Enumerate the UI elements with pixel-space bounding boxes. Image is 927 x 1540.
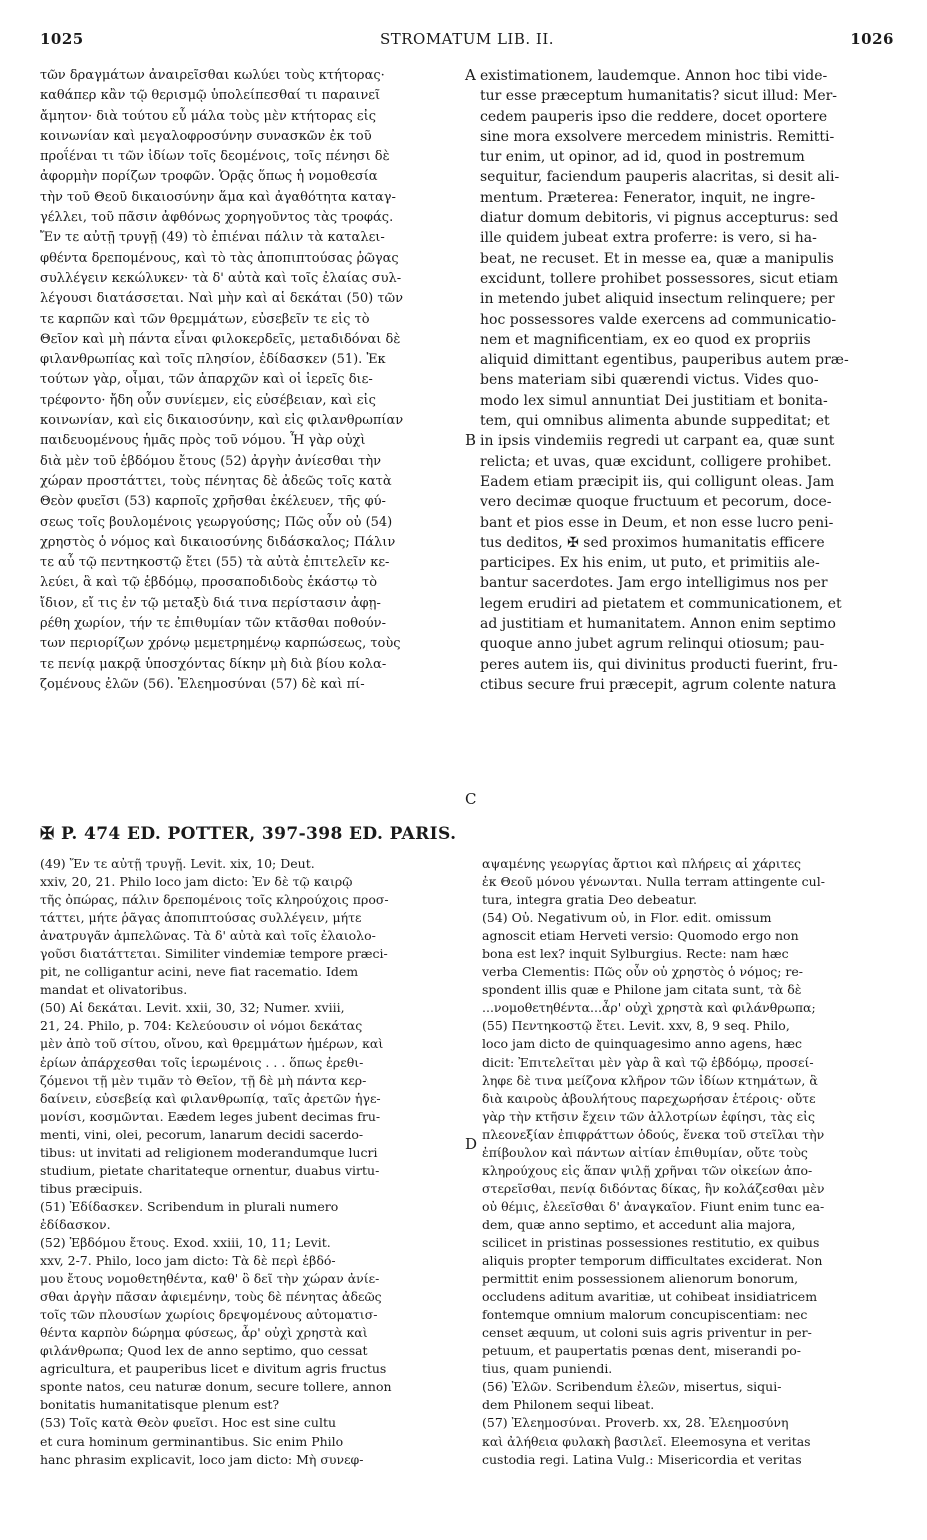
footnote-line: bonitatis humanitatisque plenum est? bbox=[40, 1397, 280, 1413]
page-number-right: 1026 bbox=[850, 30, 894, 48]
footnotes-right-column bbox=[482, 855, 896, 1469]
footnote-line: τῆς ὀπώρας, πάλιν δρεπομένοις τοῖς κληρούχοις προσ- bbox=[40, 892, 389, 908]
footnote-line: ἐδίδασκον. bbox=[40, 1216, 111, 1232]
margin-letter-c: C bbox=[465, 790, 477, 808]
text-line: mentum. Præterea: Fenerator, inquit, ne ingre- bbox=[480, 189, 816, 206]
footnote-line: μὲν ἀπὸ τοῦ σίτου, οἴνου, καὶ θρεμμάτων ἡμέρων, καὶ bbox=[40, 1036, 384, 1052]
footnote-line: καὶ ἀλήθεια φυλακὴ βασιλεῖ. Eleemosyna et veritas bbox=[482, 1433, 811, 1449]
text-line: Eadem etiam præcipit iis, qui colligunt oleas. Jam bbox=[480, 473, 835, 490]
footnote-line: ληφε δὲ τινα μείζονα κλῆρον τῶν ἰδίων κτημάτων, ἃ bbox=[482, 1072, 818, 1088]
text-line: tur esse præceptum humanitatis? sicut illud: Mer- bbox=[480, 88, 838, 105]
footnote-line: xxiv, 20, 21. Philo loco jam dicto: Ἐν δὲ τῷ καιρῷ bbox=[40, 874, 353, 890]
footnote-line: στερεῖσθαι, πενίᾳ διδόντας δίκας, ἣν κολάζεσθαι μὲν bbox=[482, 1180, 825, 1196]
margin-letter-a: A bbox=[465, 66, 476, 84]
footnote-line: ἐκ Θεοῦ μόνου γένωνται. Nulla terram attingente cul- bbox=[482, 874, 825, 890]
text-line: modo lex simul annuntiat Dei justitiam et bonita- bbox=[480, 392, 828, 409]
footnote-line: (54) Οὐ. Negativum οὐ, in Flor. edit. omissum bbox=[482, 910, 772, 926]
footnote-line: loco jam dicto de quinquagesimo anno agens, hæc bbox=[482, 1036, 802, 1052]
text-line: tem, qui omnibus alimenta abunde suppeditat; et bbox=[480, 413, 830, 430]
text-line: τρέφοντο· ἤδη οὖν συνίεμεν, εἰς εὐσέβειαν, καὶ εἰς bbox=[40, 392, 376, 408]
footnote-line: agricultura, et pauperibus licet e divitum agris fructus bbox=[40, 1361, 387, 1377]
footnote-line: τοῖς τῶν πλουσίων χωρίοις δρεψομένους αὐτοματισ- bbox=[40, 1307, 378, 1323]
footnote-line: petuum, et paupertatis pœnas dent, miserandi po- bbox=[482, 1343, 802, 1359]
text-line: προΐέναι τι τῶν ἰδίων τοῖς δεομένοις, τοῖς πένησι δὲ bbox=[40, 149, 390, 165]
footnotes-left-column bbox=[40, 855, 466, 1469]
text-line: ἴδιον, εἴ τις ἐν τῷ μεταξὺ διά τινα περίστασιν ἀφῃ- bbox=[40, 595, 381, 611]
text-line: sequitur, faciendum pauperis alacritas, si desit ali- bbox=[480, 169, 840, 186]
text-line: λέγουσι διατάσσεται. Ναὶ μὴν καὶ αἱ δεκάται (50) τῶν bbox=[40, 291, 404, 307]
text-line: ad justitiam et humanitatem. Annon enim septimo bbox=[480, 616, 836, 633]
footnote-line: (52) Ἑβδόμου ἔτους. Exod. xxiii, 10, 11; Levit. bbox=[40, 1234, 331, 1250]
text-line: τὴν τοῦ Θεοῦ δικαιοσύνην ἅμα καὶ ἀγαθότητα καταγ- bbox=[40, 189, 396, 205]
footnote-line: menti, vini, olei, pecorum, lanarum decidi sacerdo- bbox=[40, 1126, 364, 1142]
text-line: peres autem iis, qui divinitus producti fuerint, fru- bbox=[480, 656, 838, 673]
footnote-line: οὐ θέμις, ἐλεεῖσθαι δ' ἀναγκαῖον. Fiunt enim tunc ea- bbox=[482, 1198, 825, 1214]
text-line: ζομένους ἐλῶν (56). Ἐλεημοσύναι (57) δὲ καὶ πί- bbox=[40, 676, 365, 692]
footnote-line: dem Philonem sequi libeat. bbox=[482, 1397, 655, 1413]
footnote-line: hanc phrasim explicavit, loco jam dicto: Μὴ συνεφ- bbox=[40, 1451, 364, 1467]
edition-reference: ✠ P. 474 ED. POTTER, 397-398 ED. PARIS. bbox=[40, 824, 457, 844]
text-line: κοινωνίαν, καὶ εἰς δικαιοσύνην, καὶ εἰς φιλανθρωπίαν bbox=[40, 413, 404, 429]
footnote-line: μονίσι, κοσμῶνται. Eædem leges jubent decimas fru- bbox=[40, 1108, 381, 1124]
text-line: bens materiam sibi quærendi victus. Vides quo- bbox=[480, 372, 819, 389]
text-line: in metendo jubet aliquid insectum relinquere; per bbox=[480, 291, 835, 308]
text-line: χώραν προστάττει, τοὺς πένητας δὲ ἀδεῶς τοῖς κατὰ bbox=[40, 473, 392, 489]
text-line: φιλανθρωπίας καὶ τοῖς πλησίον, ἐδίδασκεν (51). Ἐκ bbox=[40, 352, 386, 368]
footnote-line: 21, 24. Philo, p. 704: Κελεύουσιν οἱ νόμοι δεκάτας bbox=[40, 1018, 363, 1034]
margin-letter-b: B bbox=[465, 431, 477, 449]
footnote-line: ἀνατρυγᾶν ἀμπελῶνας. Τὰ δ' αὐτὰ καὶ τοῖς ἐλαιολο- bbox=[40, 928, 376, 944]
text-line: Θεὸν φυεῖσι (53) καρποῖς χρῆσθαι ἐκέλευεν, τῆς φύ- bbox=[40, 494, 386, 510]
footnote-line: τάττει, μήτε ῥᾶγας ἀποπιπτούσας συλλέγειν, μήτε bbox=[40, 910, 362, 926]
footnote-line: ἐπίβουλον καὶ πάντων αἰτίαν ἐπιθυμίαν, οὔτε τοὺς bbox=[482, 1144, 808, 1160]
footnote-line: agnoscit etiam Herveti versio: Quomodo ergo non bbox=[482, 928, 799, 944]
text-line: sine mora exsolvere mercedem ministris. Remitti- bbox=[480, 128, 835, 145]
text-line: bant et pios esse in Deum, et non esse lucro peni- bbox=[480, 514, 834, 531]
text-line: τούτων γὰρ, οἶμαι, τῶν ἀπαρχῶν καὶ οἱ ἱερεῖς διε- bbox=[40, 372, 373, 388]
margin-letter-d: D bbox=[465, 1135, 478, 1153]
text-line: in ipsis vindemiis regredi ut carpant ea, quæ sunt bbox=[480, 433, 835, 450]
text-line: excidunt, tollere prohibet possessores, sicut etiam bbox=[480, 270, 839, 287]
footnote-line: tius, quam puniendi. bbox=[482, 1361, 613, 1377]
text-line: existimationem, laudemque. Annon hoc tibi vide- bbox=[480, 68, 828, 84]
footnote-line: spondent illis quæ e Philone jam citata sunt, τὰ δὲ bbox=[482, 982, 802, 998]
footnote-line: custodia regi. Latina Vulg.: Misericordia et veritas bbox=[482, 1451, 802, 1467]
text-line: ἀφορμὴν πορίζων τροφῶν. Ὁρᾷς ὅπως ἡ νομοθεσία bbox=[40, 169, 378, 185]
footnote-line: pit, ne colligantur acini, neve fiat racematio. Idem bbox=[40, 964, 359, 980]
footnote-line: (50) Αἱ δεκάται. Levit. xxii, 30, 32; Numer. xviii, bbox=[40, 1000, 345, 1016]
footnote-line: tura, integra gratia Deo debeatur. bbox=[482, 892, 698, 908]
footnote-line: ζόμενοι τῇ μὲν τιμᾶν τὸ Θεῖον, τῇ δὲ μὴ πάντα κερ- bbox=[40, 1072, 367, 1088]
text-line: diatur domum debitoris, vi pignus accepturus: sed bbox=[480, 210, 839, 227]
footnote-line: permittit enim possessionem alienorum bonorum, bbox=[482, 1271, 799, 1287]
text-line: participes. Ex his enim, ut puto, et primitiis ale- bbox=[480, 555, 820, 572]
footnote-line: διὰ καιροὺς ἀβουλήτους παρεχωρήσαν ἑτέροις· οὔτε bbox=[482, 1090, 816, 1106]
footnote-line: σθαι ἀργὴν πᾶσαν ἀφιεμένην, τοὺς δὲ πένητας ἀδεῶς bbox=[40, 1289, 382, 1305]
footnote-line: bona est lex? inquit Sylburgius. Recte: nam hæc bbox=[482, 946, 789, 962]
text-line: λεύει, ἃ καὶ τῷ ἑβδόμῳ, προσαποδιδοὺς ἑκάστῳ τὸ bbox=[40, 575, 378, 591]
footnote-line: γὰρ τὴν κτῆσιν ἔχειν τῶν ἀλλοτρίων ἐφίησι, τὰς εἰς bbox=[482, 1108, 816, 1124]
footnote-line: (57) Ἐλεημοσύναι. Proverb. xx, 28. Ἐλεημοσύνη bbox=[482, 1415, 789, 1431]
text-line: ille quidem jubeat extra proferre: is vero, si ha- bbox=[480, 230, 817, 247]
text-line: quoque anno jubet agrum relinqui otiosum; pau- bbox=[480, 636, 825, 653]
text-line: κοινωνίαν καὶ μεγαλοφροσύνην συνασκῶν ἐκ τοῦ bbox=[40, 128, 372, 144]
footnote-line: occludens aditum avaritiæ, ut cohibeat insidiatricem bbox=[482, 1289, 818, 1305]
footnote-line: tibus: ut invitati ad religionem moderandumque lucri bbox=[40, 1144, 378, 1160]
text-line: relicta; et uvas, quæ excidunt, colligere prohibet. bbox=[480, 453, 832, 470]
text-line: Ἔν τε αὐτῇ τρυγῇ (49) τὸ ἐπιέναι πάλιν τὰ καταλει- bbox=[40, 230, 385, 246]
footnote-line: dem, quæ anno septimo, et accedunt alia majora, bbox=[482, 1216, 796, 1232]
text-line: vero decimæ quoque fructuum et pecorum, doce- bbox=[480, 494, 832, 511]
text-line: σεως τοῖς βουλομένοις γεωργούσης; Πῶς οὖν οὐ (54) bbox=[40, 514, 393, 530]
text-line: Θεῖον καὶ μὴ πάντα εἶναι φιλοκερδεῖς, μεταδιδόναι δὲ bbox=[40, 331, 401, 347]
text-line: beat, ne recuset. Et in messe ea, quæ a manipulis bbox=[480, 250, 834, 267]
running-header bbox=[40, 30, 894, 56]
text-line: ctibus secure frui præcepit, agrum colente natura bbox=[480, 676, 837, 693]
text-line: γέλλει, τοῦ πᾶσιν ἀφθόνως χορηγοῦντος τὰς τροφάς. bbox=[40, 210, 394, 226]
text-line: ρέθη χωρίον, τήν τε ἐπιθυμίαν τῶν κτᾶσθαι ποθούν- bbox=[40, 616, 386, 632]
footnote-line: (51) Ἐδίδασκεν. Scribendum in plurali numero bbox=[40, 1198, 339, 1214]
text-line: nem et magnificentiam, ex eo quod ex propriis bbox=[480, 331, 811, 348]
text-line: hoc possessores valde exercens ad communicatio- bbox=[480, 311, 837, 328]
footnote-line: scilicet in pristinas possessiones restitutio, ex quibus bbox=[482, 1234, 820, 1250]
text-line: παιδευομένους ἡμᾶς πρὸς τοῦ νόμου. Ἦ γὰρ οὐχὶ bbox=[40, 433, 366, 449]
footnote-line: κληρούχους εἰς ἅπαν ψιλῇ χρῆναι τῶν οἰκείων ἀπο- bbox=[482, 1162, 813, 1178]
footnote-line: aliquis propter temporum difficultates exciderat. Non bbox=[482, 1253, 823, 1269]
footnote-line: et cura hominum germinantibus. Sic enim Philo bbox=[40, 1433, 344, 1449]
text-line: legem erudiri ad pietatem et communicationem, et bbox=[480, 595, 842, 612]
footnote-line: tibus præcipuis. bbox=[40, 1180, 143, 1196]
text-line: τε πενίᾳ μακρᾷ ὑποσχόντας δίκην μὴ διὰ βίου κολα- bbox=[40, 656, 387, 672]
footnote-line: (55) Πεντηκοστῷ ἔτει. Levit. xxv, 8, 9 seq. Philo, bbox=[482, 1018, 790, 1034]
text-line: φθέντα δρεπομένους, καὶ τὸ τὰς ἀποπιπτούσας ῥῶγας bbox=[40, 250, 399, 266]
text-line: cedem pauperis ipso die reddere, docet oportere bbox=[480, 108, 828, 125]
greek-text-column bbox=[40, 66, 462, 695]
text-line: tur enim, ut opinor, ad id, quod in postremum bbox=[480, 149, 805, 166]
text-line: aliquid dimittant egentibus, pauperibus autem præ- bbox=[480, 352, 849, 369]
footnote-line: μου ἔτους νομοθετηθέντα, καθ' ὃ δεῖ τὴν χώραν ἀνίε- bbox=[40, 1271, 380, 1287]
latin-text-column bbox=[480, 66, 894, 695]
footnote-line: αψαμένης γεωργίας ἄρτιοι καὶ πλήρεις αἱ χάριτες bbox=[482, 856, 802, 871]
footnote-line: γοῦσι διατάττεται. Similiter vindemiæ tempore præci- bbox=[40, 946, 388, 962]
text-line: τε αὖ τῷ πεντηκοστῷ ἔτει (55) τὰ αὐτὰ ἐπιτελεῖν κε- bbox=[40, 555, 390, 571]
text-line: ἄμητον· διὰ τούτου εὖ μάλα τοὺς μὲν κτήτορας εἰς bbox=[40, 108, 377, 124]
footnote-line: θέντα καρπὸν δώρημα φύσεως, ἆρ' οὐχὶ χρηστὰ καὶ bbox=[40, 1325, 368, 1341]
footnote-line: (53) Τοῖς κατὰ Θεὸν φυεῖσι. Hoc est sine cultu bbox=[40, 1415, 337, 1431]
footnote-line: verba Clementis: Πῶς οὖν οὐ χρηστὸς ὁ νόμος; re- bbox=[482, 964, 804, 980]
text-line: καθάπερ κἂν τῷ θερισμῷ ὑπολείπεσθαί τι παραινεῖ bbox=[40, 88, 381, 104]
footnote-line: studium, pietate charitateque ornentur, duabus virtu- bbox=[40, 1162, 380, 1178]
text-line: συλλέγειν κεκώλυκεν· τὰ δ' αὐτὰ καὶ τοῖς ἐλαίας συλ- bbox=[40, 270, 402, 286]
text-line: bantur sacerdotes. Jam ergo intelligimus nos per bbox=[480, 575, 828, 592]
text-line: διὰ μὲν τοῦ ἑβδόμου ἔτους (52) ἀργὴν ἀνίεσθαι τὴν bbox=[40, 453, 382, 469]
footnote-line: censet æquum, ut coloni suis agris priventur in per- bbox=[482, 1325, 812, 1341]
footnote-line: ...νομοθετηθέντα...ἆρ' οὐχὶ χρηστὰ καὶ φιλάνθρωπα; bbox=[482, 1000, 816, 1016]
footnote-line: xxv, 2-7. Philo, loco jam dicto: Τὰ δὲ περὶ ἑβδό- bbox=[40, 1253, 336, 1269]
text-line: των περιορίζων χρόνῳ μεμετρημένῳ καρπώσεως, τοὺς bbox=[40, 636, 401, 652]
footnote-line: (56) Ἐλῶν. Scribendum ἐλεῶν, misertus, siqui- bbox=[482, 1379, 782, 1395]
footnote-line: ἐρίων ἀπάρχεσθαι τοῖς ἱερωμένοις . . . ὅπως ἐρεθι- bbox=[40, 1054, 364, 1070]
footnote-line: sponte natos, ceu naturæ donum, secure tollere, annon bbox=[40, 1379, 392, 1395]
text-line: τε καρπῶν καὶ τῶν θρεμμάτων, εὐσεβεῖν τε εἰς τὸ bbox=[40, 311, 370, 327]
footnote-line: mandat et olivatoribus. bbox=[40, 982, 188, 998]
text-line: tus deditos, ✠ sed proximos humanitatis efficere bbox=[480, 534, 825, 551]
footnote-line: δαίνειν, εὐσεβείᾳ καὶ φιλανθρωπίᾳ, ταῖς ἀρετῶν ἡγε- bbox=[40, 1090, 381, 1106]
text-line: τῶν δραγμάτων ἀναιρεῖσθαι κωλύει τοὺς κτήτορας· bbox=[40, 68, 385, 83]
footnote-line: πλεονεξίαν ἐπιφράττων ὁδούς, ἕνεκα τοῦ στεῖλαι τὴν bbox=[482, 1126, 825, 1142]
page-number-left: 1025 bbox=[40, 30, 84, 48]
footnote-line: (49) Ἔν τε αὐτῇ τρυγῇ. Levit. xix, 10; Deut. bbox=[40, 856, 315, 871]
footnote-line: dicit: Ἐπιτελεῖται μὲν γὰρ ἃ καὶ τῷ ἑβδόμῳ, προσεί- bbox=[482, 1054, 814, 1070]
footnote-line: fontemque omnium malorum concupiscentiam: nec bbox=[482, 1307, 808, 1323]
text-line: χρηστὸς ὁ νόμος καὶ δικαιοσύνης διδάσκαλος; Πάλιν bbox=[40, 534, 396, 550]
footnote-line: φιλάνθρωπα; Quod lex de anno septimo, quo cessat bbox=[40, 1343, 368, 1359]
running-title: STROMATUM LIB. II. bbox=[379, 30, 555, 48]
